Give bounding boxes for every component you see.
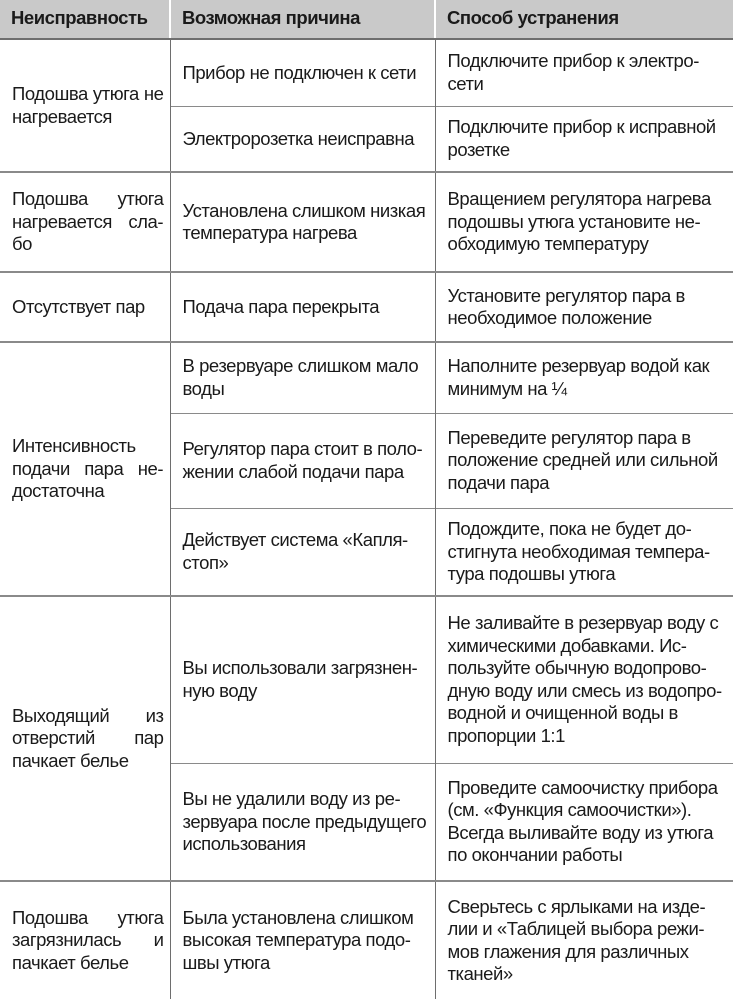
remedy-cell: Не заливайте в резервуар воду с химическими добавками. Используйте обычную водопроводную воду или смесь из водопроводной и очищенной воды в пропорции 1:1 <box>435 596 733 763</box>
header-fault: Неисправность <box>0 0 170 39</box>
remedy-cell: Вращением регулятора нагрева подошвы утюга установите необходимую температуру <box>435 172 733 272</box>
remedy-cell: Наполните резервуар водой как минимум на ¼ <box>435 342 733 413</box>
cause-cell: Регулятор пара стоит в положении слабой подачи пара <box>170 413 435 508</box>
header-row <box>0 0 733 39</box>
table-row <box>0 272 733 342</box>
remedy-cell: Установите регулятор пара в необходимое положение <box>435 272 733 342</box>
cause-cell: Прибор не подключен к сети <box>170 39 435 106</box>
cause-cell: Вы не удалили воду из резервуара после предыдущего использования <box>170 763 435 881</box>
cause-cell: В резервуаре слишком мало воды <box>170 342 435 413</box>
fault-cell: Подошва утюга нагревается слабо <box>0 172 170 272</box>
remedy-cell: Подключите прибор к исправной розетке <box>435 106 733 172</box>
table-row <box>0 172 733 272</box>
fault-cell: Подошва утюга не нагревается <box>0 39 170 172</box>
remedy-cell: Проведите самоочистку прибора (см. «Функция самоочистки»). Всегда выливайте воду из утюга по окончании работы <box>435 763 733 881</box>
remedy-cell: Переведите регулятор пара в положение средней или сильной подачи пара <box>435 413 733 508</box>
remedy-cell: Подождите, пока не будет достигнута необходимая температура подошвы утюга <box>435 508 733 596</box>
cause-cell: Вы использовали загрязненную воду <box>170 596 435 763</box>
cause-cell: Подача пара перекрыта <box>170 272 435 342</box>
cause-cell: Действует система «Капля-стоп» <box>170 508 435 596</box>
header-remedy: Способ устранения <box>435 0 733 39</box>
table-row <box>0 342 733 413</box>
fault-cell: Выходящий из отверстий пар пачкает белье <box>0 596 170 881</box>
remedy-cell: Сверьтесь с ярлыками на изделии и «Таблицей выбора режимов глажения для различных тканей» <box>435 881 733 999</box>
table-row <box>0 596 733 763</box>
table-row <box>0 881 733 999</box>
table-header <box>0 0 733 39</box>
cause-cell: Установлена слишком низкая температура нагрева <box>170 172 435 272</box>
fault-cell: Отсутствует пар <box>0 272 170 342</box>
remedy-cell: Подключите прибор к электросети <box>435 39 733 106</box>
fault-cell: Интенсивность подачи пара недостаточна <box>0 342 170 596</box>
fault-cell: Подошва утюга загрязнилась и пачкает белье <box>0 881 170 999</box>
cause-cell: Была установлена слишком высокая температура подошвы утюга <box>170 881 435 999</box>
table-body <box>0 39 733 999</box>
cause-cell: Электророзетка неисправна <box>170 106 435 172</box>
header-cause: Возможная причина <box>170 0 435 39</box>
table-row <box>0 39 733 106</box>
